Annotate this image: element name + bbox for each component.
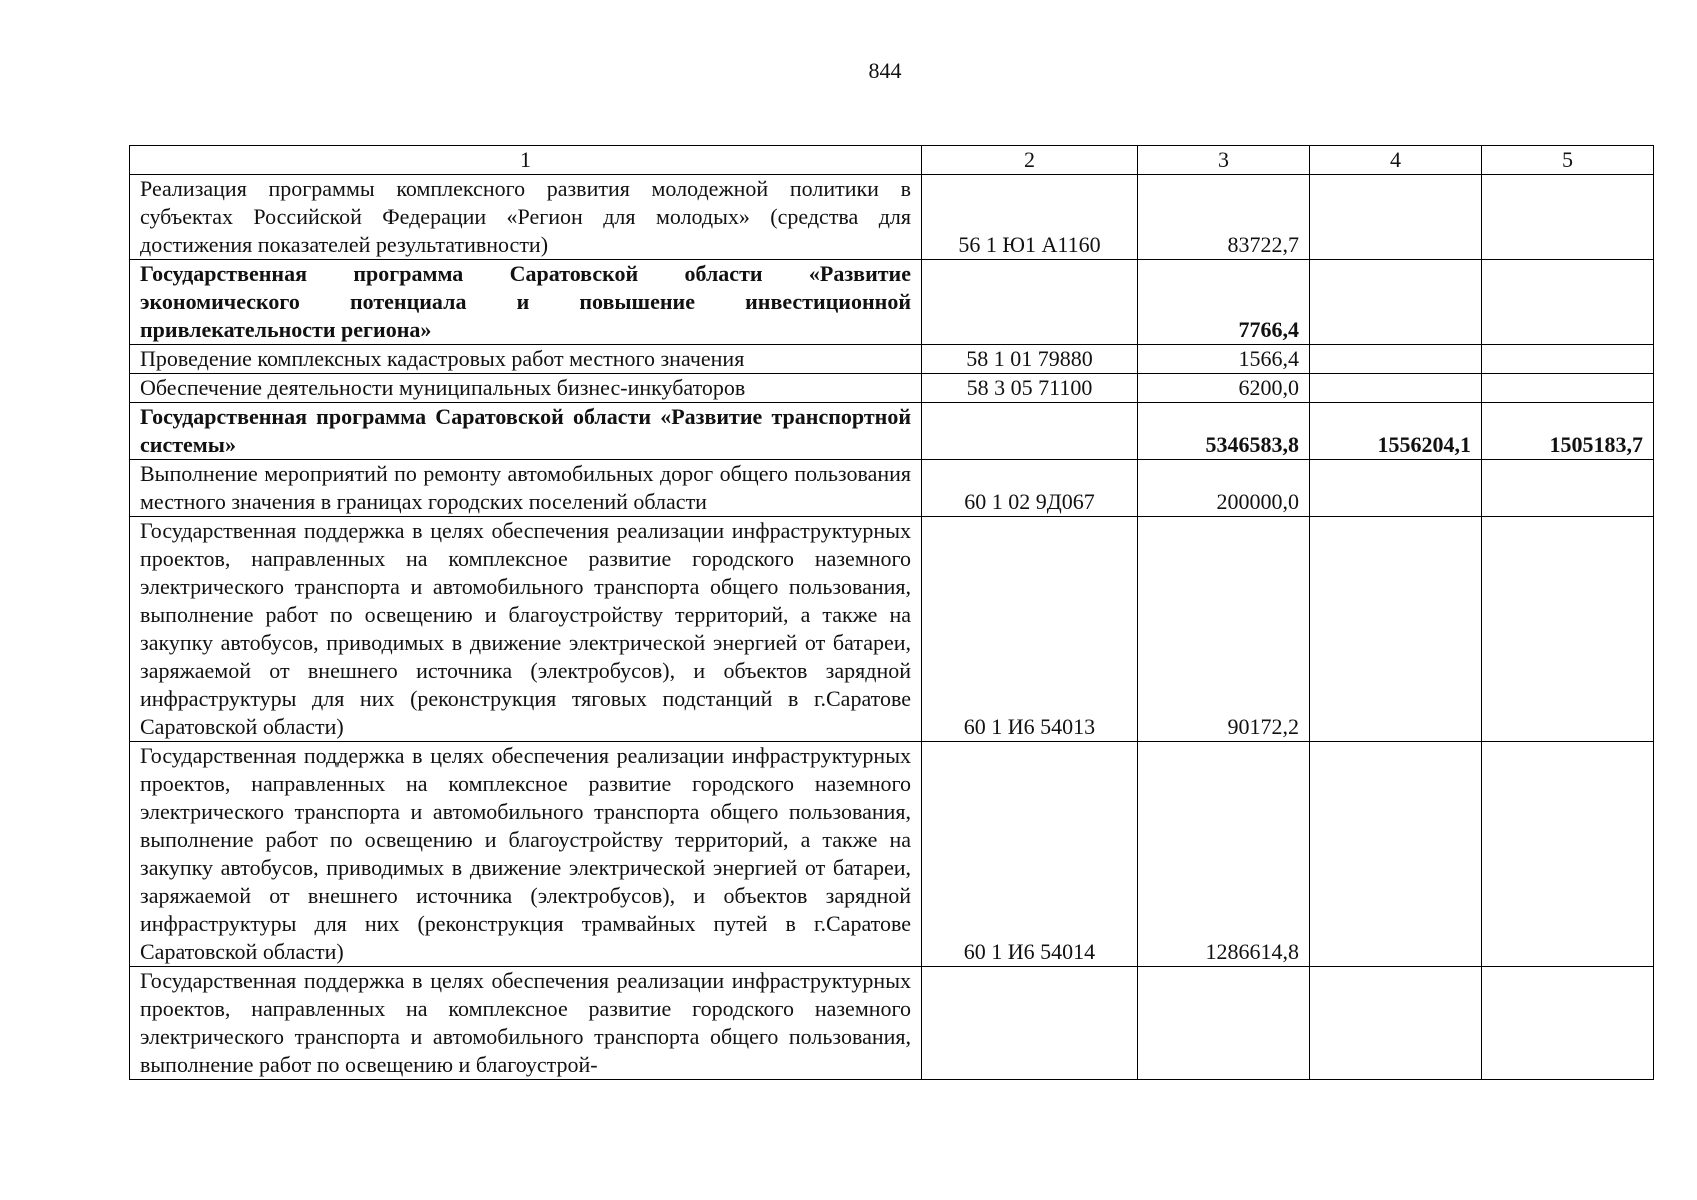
row-value-col3: 5346583,8 bbox=[1138, 403, 1310, 460]
row-value-col5 bbox=[1482, 374, 1654, 403]
table-row bbox=[130, 403, 1654, 460]
row-name-cell: Обеспечение деятельности муниципальных бизнес-инкубаторов bbox=[130, 374, 922, 403]
row-value-col4 bbox=[1310, 967, 1482, 1080]
row-name-cell: Государственная поддержка в целях обеспечения реализации инфраструктурных проектов, направленных на комплексное развитие городского наземного электрического транспорта и автомобильного транспорта общего пользования, выполнение работ по освещению и благоустрой- bbox=[130, 967, 922, 1080]
table-row bbox=[130, 345, 1654, 374]
row-value-col5: 1505183,7 bbox=[1482, 403, 1654, 460]
column-header: 1 bbox=[130, 146, 922, 175]
row-value-col3: 1566,4 bbox=[1138, 345, 1310, 374]
table-row bbox=[130, 374, 1654, 403]
row-value-col4 bbox=[1310, 742, 1482, 967]
budget-table bbox=[129, 145, 1654, 1080]
table-row bbox=[130, 742, 1654, 967]
page-number: 844 bbox=[868, 58, 902, 83]
row-value-col4 bbox=[1310, 175, 1482, 260]
row-code-cell: 60 1 И6 54014 bbox=[922, 742, 1138, 967]
row-value-col4 bbox=[1310, 517, 1482, 742]
row-value-col5 bbox=[1482, 260, 1654, 345]
row-value-col5 bbox=[1482, 517, 1654, 742]
row-code-cell: 56 1 Ю1 А1160 bbox=[922, 175, 1138, 260]
row-name-cell: Государственная программа Саратовской области «Развитие экономического потенциала и повышение инвестиционной привлекательности региона» bbox=[130, 260, 922, 345]
row-value-col4: 1556204,1 bbox=[1310, 403, 1482, 460]
row-value-col3: 200000,0 bbox=[1138, 460, 1310, 517]
row-value-col3: 83722,7 bbox=[1138, 175, 1310, 260]
row-code-cell bbox=[922, 260, 1138, 345]
column-header: 5 bbox=[1482, 146, 1654, 175]
row-name-cell: Государственная поддержка в целях обеспечения реализации инфраструктурных проектов, направленных на комплексное развитие городского наземного электрического транспорта и автомобильного транспорта общего пользования, выполнение работ по освещению и благоустройству территорий, а также на закупку автобусов, приводимых в движение электрической энергией от батареи, заряжаемой от внешнего источника (электробусов), и объектов зарядной инфраструктуры для них (реконструкция тяговых подстанций в г.Саратове Саратовской области) bbox=[130, 517, 922, 742]
row-value-col5 bbox=[1482, 345, 1654, 374]
row-code-cell: 58 3 05 71100 bbox=[922, 374, 1138, 403]
row-value-col4 bbox=[1310, 374, 1482, 403]
table-row bbox=[130, 967, 1654, 1080]
row-name-cell: Реализация программы комплексного развития молодежной политики в субъектах Российской Федерации «Регион для молодых» (средства для достижения показателей результативности) bbox=[130, 175, 922, 260]
row-code-cell: 60 1 02 9Д067 bbox=[922, 460, 1138, 517]
column-header: 3 bbox=[1138, 146, 1310, 175]
row-value-col4 bbox=[1310, 345, 1482, 374]
row-value-col3: 6200,0 bbox=[1138, 374, 1310, 403]
row-value-col5 bbox=[1482, 742, 1654, 967]
row-value-col4 bbox=[1310, 260, 1482, 345]
row-name-cell: Государственная программа Саратовской области «Развитие транспортной системы» bbox=[130, 403, 922, 460]
column-header: 4 bbox=[1310, 146, 1482, 175]
table-body bbox=[130, 175, 1654, 1080]
row-value-col4 bbox=[1310, 460, 1482, 517]
row-name-cell: Выполнение мероприятий по ремонту автомобильных дорог общего пользования местного значения в границах городских поселений области bbox=[130, 460, 922, 517]
row-value-col3: 1286614,8 bbox=[1138, 742, 1310, 967]
row-value-col5 bbox=[1482, 460, 1654, 517]
table-row bbox=[130, 260, 1654, 345]
row-code-cell bbox=[922, 403, 1138, 460]
row-name-cell: Государственная поддержка в целях обеспечения реализации инфраструктурных проектов, направленных на комплексное развитие городского наземного электрического транспорта и автомобильного транспорта общего пользования, выполнение работ по освещению и благоустройству территорий, а также на закупку автобусов, приводимых в движение электрической энергией от батареи, заряжаемой от внешнего источника (электробусов), и объектов зарядной инфраструктуры для них (реконструкция трамвайных путей в г.Саратове Саратовской области) bbox=[130, 742, 922, 967]
row-value-col5 bbox=[1482, 967, 1654, 1080]
row-value-col3: 7766,4 bbox=[1138, 260, 1310, 345]
row-code-cell bbox=[922, 967, 1138, 1080]
row-value-col5 bbox=[1482, 175, 1654, 260]
table-row bbox=[130, 460, 1654, 517]
table-row bbox=[130, 175, 1654, 260]
row-name-cell: Проведение комплексных кадастровых работ местного значения bbox=[130, 345, 922, 374]
row-value-col3 bbox=[1138, 967, 1310, 1080]
row-code-cell: 58 1 01 79880 bbox=[922, 345, 1138, 374]
row-code-cell: 60 1 И6 54013 bbox=[922, 517, 1138, 742]
column-header: 2 bbox=[922, 146, 1138, 175]
column-number-row bbox=[130, 146, 1654, 175]
row-value-col3: 90172,2 bbox=[1138, 517, 1310, 742]
table-row bbox=[130, 517, 1654, 742]
